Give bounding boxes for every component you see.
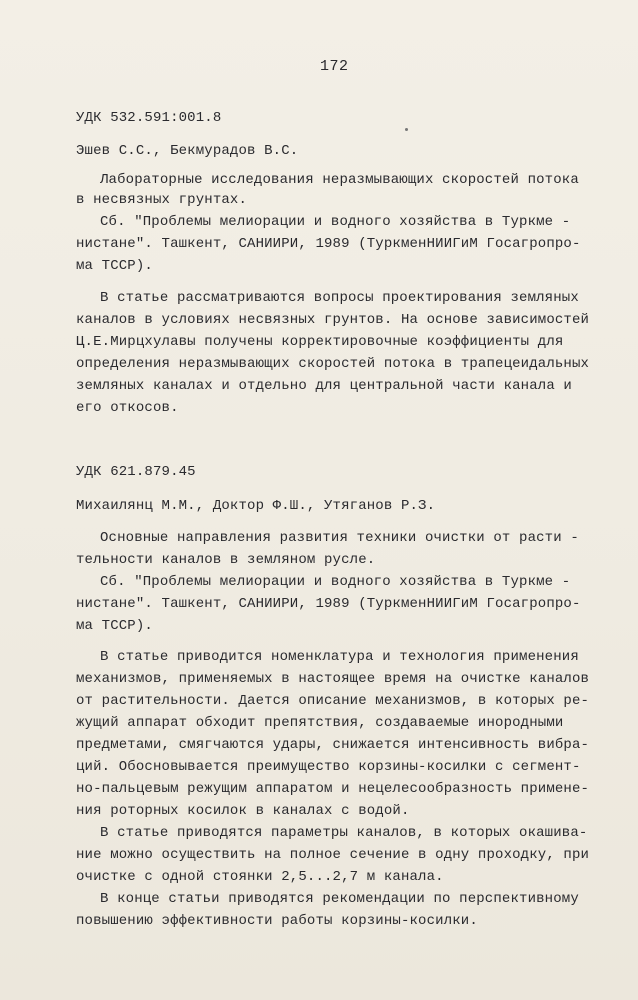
- abstract-line: В конце статьи приводятся рекомендации по перспективному: [100, 891, 579, 907]
- abstract-line: В статье рассматриваются вопросы проектирования земляных: [100, 290, 579, 306]
- abstract-line: от растительности. Дается описание механизмов, в которых ре-: [76, 693, 590, 709]
- title-line: тельности каналов в земляном русле.: [76, 552, 376, 568]
- title-line: Основные направления развития техники очистки от расти -: [100, 530, 579, 546]
- page-number: 172: [320, 58, 349, 75]
- ink-speck: [405, 128, 408, 131]
- source-line: ма ТССР).: [76, 618, 153, 634]
- abstract-line: повышению эффективности работы корзины-косилки.: [76, 913, 478, 929]
- source-line: нистане". Ташкент, САНИИРИ, 1989 (ТуркменНИИГиМ Госагропро-: [76, 596, 581, 612]
- abstract-line: механизмов, применяемых в настоящее время на очистке каналов: [76, 671, 590, 687]
- source-line: Сб. "Проблемы мелиорации и водного хозяйства в Туркме -: [100, 574, 571, 590]
- source-line: ма ТССР).: [76, 258, 153, 274]
- abstract-line: предметами, смягчаются удары, снижается интенсивность вибра-: [76, 737, 590, 753]
- abstract-line: каналов в условиях несвязных грунтов. На основе зависимостей: [76, 312, 590, 328]
- abstract-line: В статье приводится номенклатура и технология применения: [100, 649, 579, 665]
- udc-code: УДК 621.879.45: [76, 464, 196, 480]
- authors: Эшев С.С., Бекмурадов В.С.: [76, 143, 299, 159]
- source-line: Сб. "Проблемы мелиорации и водного хозяйства в Туркме -: [100, 214, 571, 230]
- abstract-line: его откосов.: [76, 400, 179, 416]
- abstract-line: ние можно осуществить на полное сечение в одну проходку, при: [76, 847, 590, 863]
- abstract-line: Ц.Е.Мирцхулавы получены корректировочные коэффициенты для: [76, 334, 564, 350]
- abstract-line: В статье приводятся параметры каналов, в которых окашива-: [100, 825, 588, 841]
- abstract-line: ций. Обосновывается преимущество корзины-косилки с сегмент-: [76, 759, 581, 775]
- source-line: нистане". Ташкент, САНИИРИ, 1989 (ТуркменНИИГиМ Госагропро-: [76, 236, 581, 252]
- abstract-line: но-пальцевым режущим аппаратом и нецелесообразность примене-: [76, 781, 590, 797]
- abstract-line: жущий аппарат обходит препятствия, создаваемые инородными: [76, 715, 564, 731]
- abstract-line: земляных каналах и отдельно для центральной части канала и: [76, 378, 572, 394]
- abstract-line: очистке с одной стоянки 2,5...2,7 м канала.: [76, 869, 444, 885]
- authors: Михаилянц М.М., Доктор Ф.Ш., Утяганов Р.З.: [76, 498, 436, 514]
- abstract-line: ния роторных косилок в каналах с водой.: [76, 803, 410, 819]
- title-line: в несвязных грунтах.: [76, 192, 248, 208]
- title-line: Лабораторные исследования неразмывающих скоростей потока: [100, 172, 579, 188]
- udc-code: УДК 532.591:001.8: [76, 110, 222, 126]
- abstract-line: определения неразмывающих скоростей потока в трапецеидальных: [76, 356, 590, 372]
